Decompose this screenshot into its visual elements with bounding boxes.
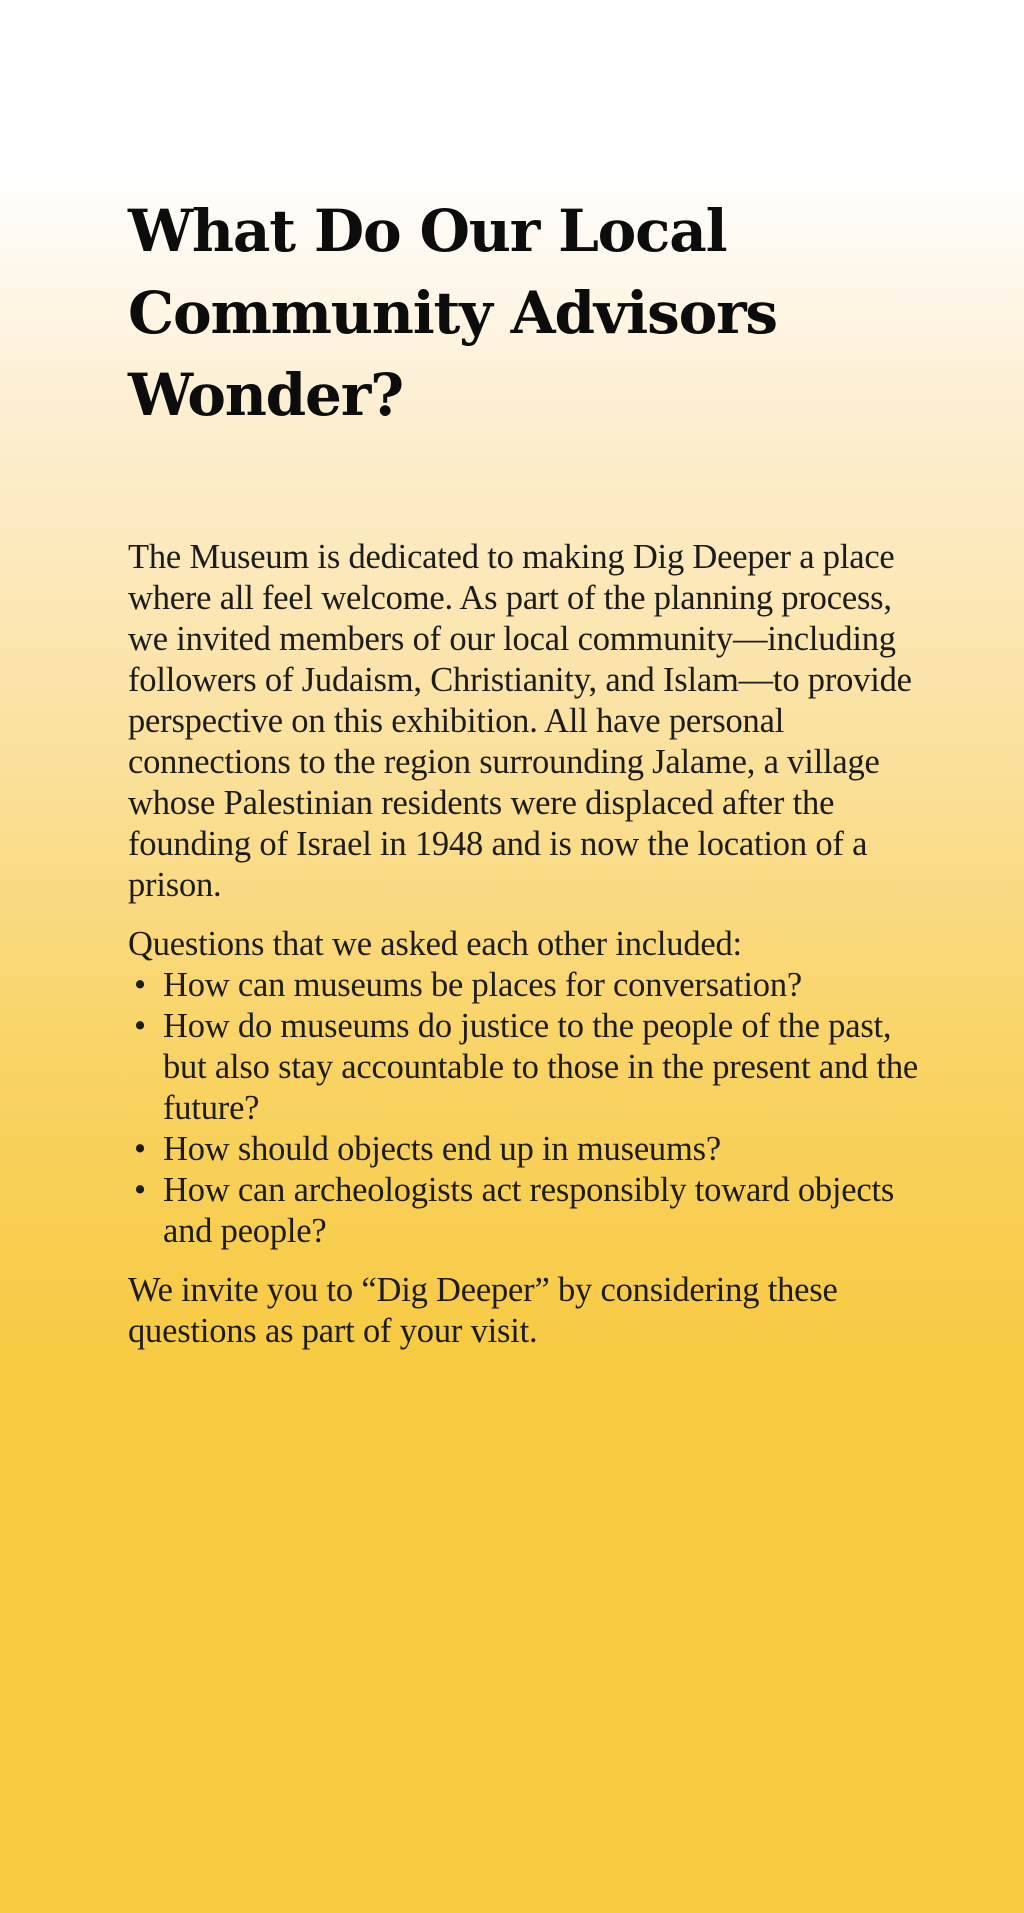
question-text: How do museums do justice to the people of the past, but also stay accountable to those in the present and the future?: [163, 1007, 919, 1127]
list-item: [128, 965, 928, 1006]
list-item: [128, 1129, 928, 1170]
questions-list: [128, 965, 928, 1252]
closing-paragraph: We invite you to “Dig Deeper” by considering these questions as part of your visit.: [128, 1271, 838, 1350]
questions-lead: Questions that we asked each other included:: [128, 925, 742, 963]
page-title: What Do Our Local Community Advisors Wonder?: [128, 197, 777, 429]
question-text: How can museums be places for conversation?: [163, 966, 803, 1004]
panel-body: [128, 537, 928, 1352]
list-item: [128, 1006, 928, 1129]
bullet-icon: •: [134, 1007, 146, 1045]
question-text: How should objects end up in museums?: [163, 1130, 721, 1168]
list-item: [128, 1170, 928, 1252]
question-text: How can archeologists act responsibly toward objects and people?: [163, 1171, 895, 1250]
bullet-icon: •: [134, 1130, 146, 1168]
bullet-icon: •: [134, 966, 146, 1004]
intro-paragraph: The Museum is dedicated to making Dig Deeper a place where all feel welcome. As part of the planning process, we invited members of our local community—including followers of Judaism, Christianity, and Islam—to provide perspective on this exhibition. All have personal connections to the region surrounding Jalame, a village whose Palestinian residents were displaced after the founding of Israel in 1948 and is now the location of a prison.: [128, 538, 912, 904]
bullet-icon: •: [134, 1171, 146, 1209]
